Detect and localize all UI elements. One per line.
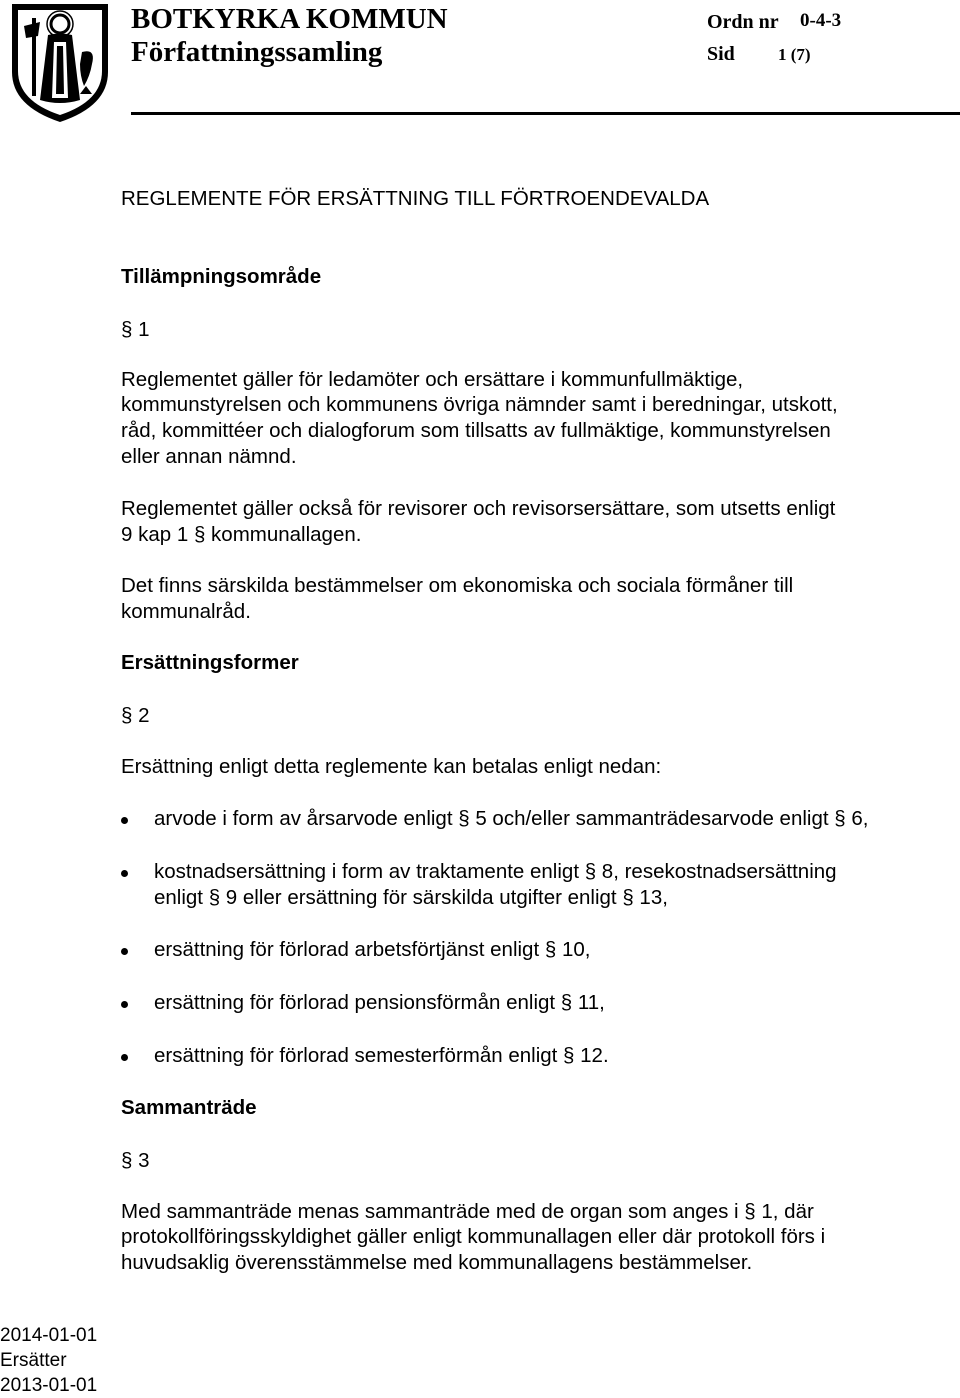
document-title: REGLEMENTE FÖR ERSÄTTNING TILL FÖRTROENDEVALDA bbox=[121, 187, 710, 210]
paragraph-mark: § 2 bbox=[121, 704, 150, 727]
text-line: 9 kap 1 § kommunallagen. bbox=[121, 523, 362, 546]
sid-label: Sid bbox=[707, 43, 735, 65]
bullet-icon bbox=[121, 948, 128, 955]
paragraph-mark: § 1 bbox=[121, 318, 150, 341]
list-item: ersättning för förlorad pensionsförmån enligt § 11, bbox=[154, 991, 605, 1014]
list-item: ersättning för förlorad semesterförmån enligt § 12. bbox=[154, 1044, 609, 1067]
paragraph-mark: § 3 bbox=[121, 1149, 150, 1172]
list-item: kostnadsersättning i form av traktamente enligt § 8, resekostnadsersättning bbox=[154, 860, 837, 883]
page-number: 1 (7) bbox=[778, 45, 811, 64]
collection-name: Författningssamling bbox=[131, 36, 383, 68]
text-line: Reglementet gäller för ledamöter och ersättare i kommunfullmäktige, bbox=[121, 368, 744, 391]
text-line: Med sammanträde menas sammanträde med de organ som anges i § 1, där bbox=[121, 1200, 814, 1223]
text-line: kommunalråd. bbox=[121, 600, 251, 623]
section-heading: Sammanträde bbox=[121, 1096, 257, 1119]
bullet-icon bbox=[121, 1001, 128, 1008]
text-line: kommunstyrelsen och kommunens övriga nämnder samt i beredningar, utskott, bbox=[121, 393, 838, 416]
bullet-icon bbox=[121, 870, 128, 877]
section-heading: Tillämpningsområde bbox=[121, 265, 322, 288]
bullet-icon bbox=[121, 817, 128, 824]
text-line: eller annan nämnd. bbox=[121, 445, 297, 468]
list-item: arvode i form av årsarvode enligt § 5 och/eller sammanträdesarvode enligt § 6, bbox=[154, 807, 869, 830]
text-line: protokollföringsskyldighet gäller enligt kommunallagen eller där protokoll förs i bbox=[121, 1225, 826, 1248]
text-line: Reglementet gäller också för revisorer och revisorsersättare, som utsetts enligt bbox=[121, 497, 836, 520]
footer-date: 2014-01-01 bbox=[0, 1325, 98, 1346]
footer-replaces-label: Ersätter bbox=[0, 1350, 67, 1371]
ordn-value: 0-4-3 bbox=[800, 10, 842, 31]
text-line: Det finns särskilda bestämmelser om ekonomiska och sociala förmåner till bbox=[121, 574, 794, 597]
list-item: ersättning för förlorad arbetsförtjänst enligt § 10, bbox=[154, 938, 591, 961]
bullet-icon bbox=[121, 1054, 128, 1061]
text-line: huvudsaklig överensstämmelse med kommunallagens bestämmelser. bbox=[121, 1251, 753, 1274]
text-line: Ersättning enligt detta reglemente kan betalas enligt nedan: bbox=[121, 755, 662, 778]
header-rule bbox=[131, 112, 960, 115]
ordn-label: Ordn nr bbox=[707, 11, 779, 33]
coat-of-arms-icon bbox=[10, 2, 110, 124]
section-heading: Ersättningsformer bbox=[121, 651, 299, 674]
footer-replaces-date: 2013-01-01 bbox=[0, 1375, 98, 1396]
text-line: råd, kommittéer och dialogforum som tillsatts av fullmäktige, kommunstyrelsen bbox=[121, 419, 831, 442]
list-item: enligt § 9 eller ersättning för särskilda utgifter enligt § 13, bbox=[154, 886, 668, 909]
organization-name: BOTKYRKA KOMMUN bbox=[131, 3, 448, 35]
